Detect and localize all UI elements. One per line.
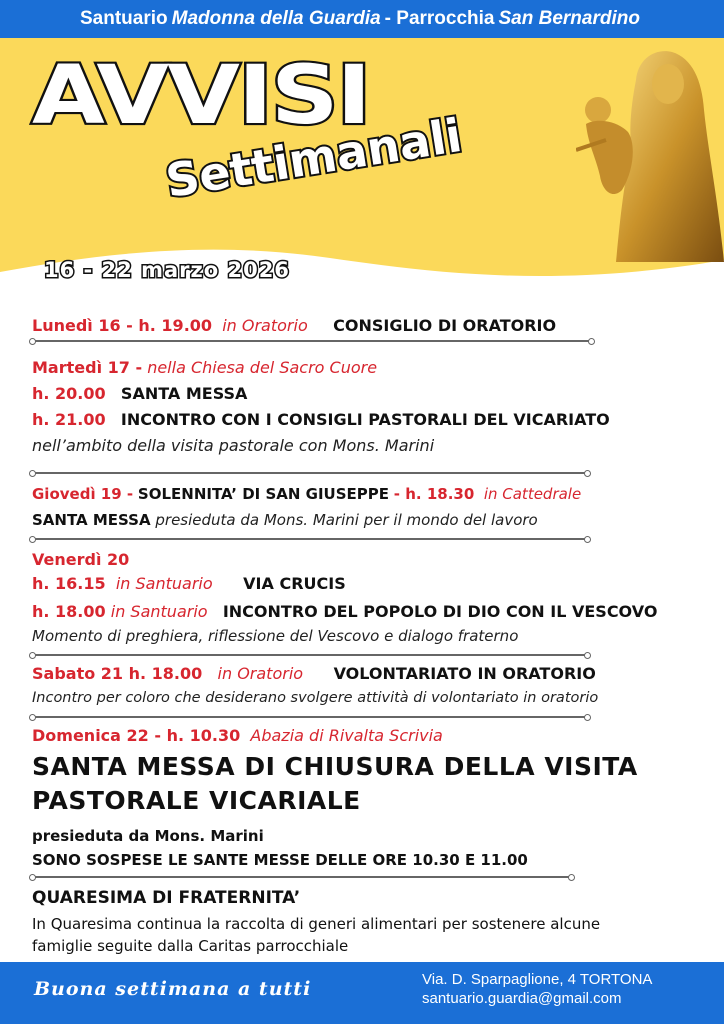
divider	[32, 538, 588, 540]
martedi-line-1	[32, 384, 247, 404]
martedi-day: Martedì 17 -	[32, 358, 143, 377]
giovedi-mass: SANTA MESSA	[32, 511, 151, 529]
sabato-day: Sabato 21 h. 18.00	[32, 664, 203, 683]
quaresima-line-1: In Quaresima continua la raccolta di generi alimentari per sostenere alcune	[32, 915, 601, 933]
divider	[32, 876, 572, 878]
domenica-line-2: SONO SOSPESE LE SANTE MESSE DELLE ORE 10.30 E 11.00	[32, 851, 528, 869]
domenica-title-1: SANTA MESSA DI CHIUSURA DELLA VISITA	[32, 752, 638, 781]
venerdi-place-1: in Santuario	[115, 574, 213, 593]
giovedi-day: Giovedì 19 -	[32, 485, 134, 503]
venerdi-line-2	[32, 602, 657, 622]
domenica-entry	[32, 726, 443, 746]
divider	[32, 472, 588, 474]
martedi-line-2	[32, 410, 610, 430]
divider	[32, 340, 592, 342]
domenica-title-2: PASTORALE VICARIALE	[32, 786, 361, 815]
venerdi-entry	[32, 550, 129, 570]
sabato-entry	[32, 664, 596, 684]
footer-bar	[0, 962, 724, 1024]
venerdi-note: Momento di preghiera, riflessione del Vescovo e dialogo fraterno	[32, 627, 519, 645]
hero-subtitle: Settimanali	[162, 107, 466, 208]
domenica-line-1: presieduta da Mons. Marini	[32, 827, 264, 845]
giovedi-note: presieduta da Mons. Marini per il mondo del lavoro	[155, 511, 538, 529]
header-text-1: Santuario	[80, 8, 168, 29]
domenica-place: Abazia di Rivalta Scrivia	[250, 726, 443, 745]
martedi-event-2: INCONTRO CON I CONSIGLI PASTORALI DEL VICARIATO	[120, 410, 610, 429]
martedi-time-2: h. 21.00	[32, 410, 106, 429]
header-bar	[0, 0, 724, 38]
quaresima-title: QUARESIMA DI FRATERNITA’	[32, 888, 301, 908]
martedi-entry	[32, 358, 377, 378]
giovedi-time: - h. 18.30	[393, 485, 475, 503]
footer-email[interactable]: santuario.guardia@gmail.com	[422, 990, 622, 1007]
martedi-place: nella Chiesa del Sacro Cuore	[147, 358, 378, 377]
hero-title: AVVISI	[32, 49, 370, 143]
giovedi-line-2	[32, 510, 538, 530]
header-text-4: San Bernardino	[498, 8, 640, 29]
lunedi-day: Lunedì 16 - h. 19.00	[32, 316, 213, 335]
footer-address: Via. D. Sparpaglione, 4 TORTONA	[422, 971, 653, 988]
footer-greeting: Buona settimana a tutti	[34, 978, 312, 1000]
lunedi-event: CONSIGLIO DI ORATORIO	[333, 316, 557, 335]
header-text-2: Madonna della Guardia	[171, 8, 381, 29]
venerdi-event-2: INCONTRO DEL POPOLO DI DIO CON IL VESCOVO	[222, 602, 658, 621]
footer-contact	[422, 970, 652, 1008]
venerdi-event-1: VIA CRUCIS	[243, 574, 346, 593]
header-text-3: - Parrocchia	[384, 8, 495, 29]
divider	[32, 716, 588, 718]
venerdi-time-1: h. 16.15	[32, 574, 106, 593]
sabato-note: Incontro per coloro che desiderano svolgere attività di volontariato in oratorio	[32, 690, 599, 706]
lunedi-place: in Oratorio	[222, 316, 308, 335]
sabato-event: VOLONTARIATO IN ORATORIO	[333, 664, 596, 683]
venerdi-line-1	[32, 574, 346, 594]
hero-dates: 16 - 22 marzo 2026	[44, 258, 290, 282]
sabato-place: in Oratorio	[217, 664, 304, 683]
quaresima-line-2: famiglie seguite dalla Caritas parrocchiale	[32, 937, 349, 955]
giovedi-event: SOLENNITA’ DI SAN GIUSEPPE	[137, 485, 389, 503]
martedi-event-1: SANTA MESSA	[120, 384, 248, 403]
venerdi-time-2: h. 18.00	[32, 602, 106, 621]
divider	[32, 654, 588, 656]
lunedi-entry	[32, 316, 556, 336]
giovedi-entry	[32, 484, 581, 504]
venerdi-day: Venerdì 20	[32, 550, 130, 569]
domenica-day: Domenica 22 - h. 10.30	[32, 726, 241, 745]
venerdi-place-2: in Santuario	[110, 602, 208, 621]
giovedi-place: in Cattedrale	[483, 485, 582, 503]
martedi-time-1: h. 20.00	[32, 384, 106, 403]
madonna-statue-icon	[576, 40, 724, 262]
martedi-note: nell’ambito della visita pastorale con Mons. Marini	[32, 436, 435, 455]
